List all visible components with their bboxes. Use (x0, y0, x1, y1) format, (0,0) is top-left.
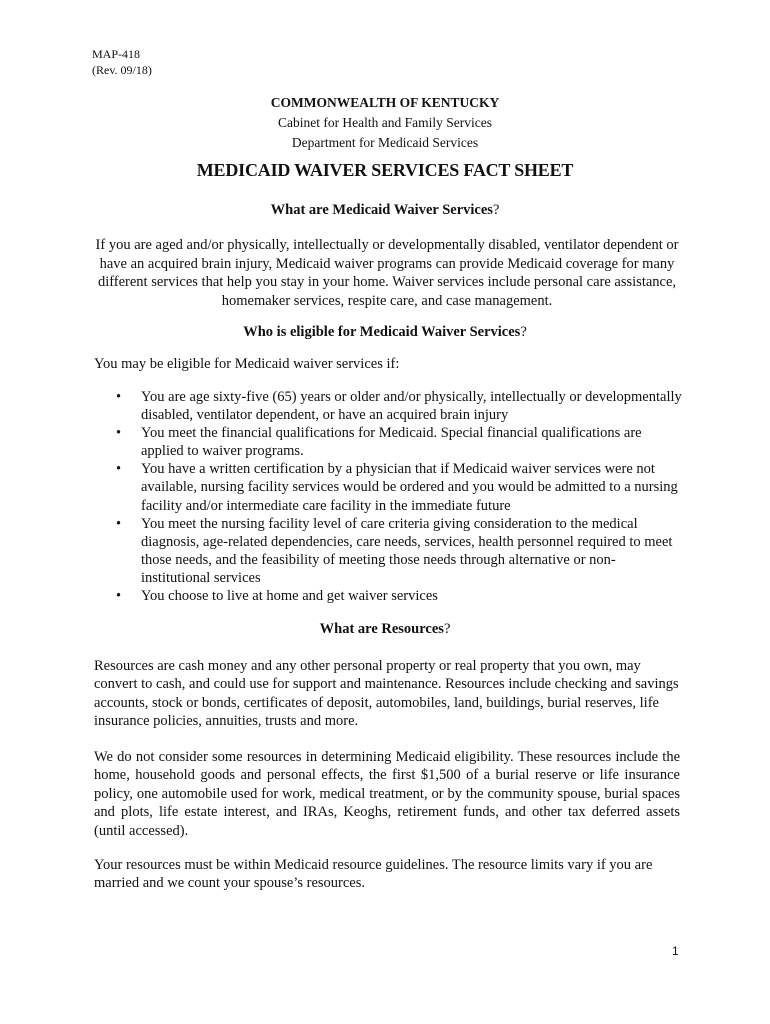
heading-punctuation: ? (492, 202, 500, 218)
list-item-text: You are age sixty-five (65) years or older and/or physically, intellectually or developmentally disabled, ventilator dependent, or have an acquired brain injury (141, 389, 682, 424)
page-number: 1 (672, 944, 679, 958)
form-number: MAP-418 (92, 47, 141, 61)
heading-text: What are Medicaid Waiver Services (270, 202, 493, 218)
document-title: MEDICAID WAIVER SERVICES FACT SHEET (196, 160, 574, 180)
list-item-text: You have a written certification by a physician that if Medicaid waiver services were not available, nursing facility services would be ordered and you would be admitted to a nursing facility and/or intermediate care facility in the immediate future (141, 461, 678, 514)
list-item-text: You choose to live at home and get waiver services (141, 588, 438, 605)
bullet-icon: • (116, 515, 122, 532)
section-heading-resources (0, 621, 770, 638)
list-item-text: You meet the financial qualifications for Medicaid. Special financial qualifications are applied to waiver programs. (141, 425, 642, 460)
heading-punctuation: ? (520, 324, 527, 340)
eligibility-lead: You may be eligible for Medicaid waiver services if: (94, 356, 400, 372)
cabinet-name: Cabinet for Health and Family Services (277, 115, 493, 130)
bullet-icon: • (116, 425, 122, 442)
list-item (114, 587, 684, 605)
heading-text: What are Resources (319, 621, 444, 637)
bullet-icon: • (116, 389, 122, 405)
resources-paragraph-3: Your resources must be within Medicaid resource guidelines. The resource limits vary if you are married and we count your spouse’s resources. (94, 857, 653, 892)
intro-paragraph: If you are aged and/or physically, intellectually or developmentally disabled, ventilator dependent or have an acquired brain injury, Medicaid waiver programs can provide Medicaid coverage for many different services that help you stay in your home. Waiver services include personal care assistance, homemaker services, respite care, and case management. (95, 237, 679, 309)
list-item (114, 515, 684, 587)
agency-name: COMMONWEALTH OF KENTUCKY (270, 95, 500, 110)
heading-text: Who is eligible for Medicaid Waiver Services (243, 324, 521, 340)
department-name: Department for Medicaid Services (291, 135, 479, 150)
section-heading-eligibility (0, 324, 770, 341)
list-item (114, 388, 684, 424)
agency-header (0, 93, 770, 153)
form-revision: (Rev. 09/18) (92, 63, 152, 77)
heading-punctuation: ? (443, 621, 451, 637)
list-item-text: You meet the nursing facility level of care criteria giving consideration to the medical diagnosis, age-related dependencies, care needs, services, health personnel required to meet those needs, and the feasibility of meeting those needs through alternative or non-institutional services (141, 515, 673, 586)
section-heading-waiver-services (0, 202, 770, 219)
resources-paragraph-1: Resources are cash money and any other personal property or real property that you own, may convert to cash, and could use for support and maintenance. Resources include checking and savings accounts, stock or bonds, certificates of deposit, automobiles, land, buildings, burial reserves, life insurance policies, annuities, trusts and more. (94, 658, 679, 730)
resources-paragraph-2: We do not consider some resources in determining Medicaid eligibility. These resources include the home, household goods and personal effects, the first $1,500 of a burial reserve or life insurance policy, one automobile used for work, medical treatment, or by the community spouse, burial spaces and plots, life estate interest, and IRAs, Keoghs, retirement funds, and other tax deferred assets (until accessed). (94, 749, 680, 839)
list-item (114, 460, 684, 514)
form-identifier (92, 46, 152, 78)
list-item (114, 424, 684, 460)
eligibility-list (114, 388, 684, 605)
bullet-icon: • (116, 461, 122, 478)
bullet-icon: • (116, 588, 122, 605)
